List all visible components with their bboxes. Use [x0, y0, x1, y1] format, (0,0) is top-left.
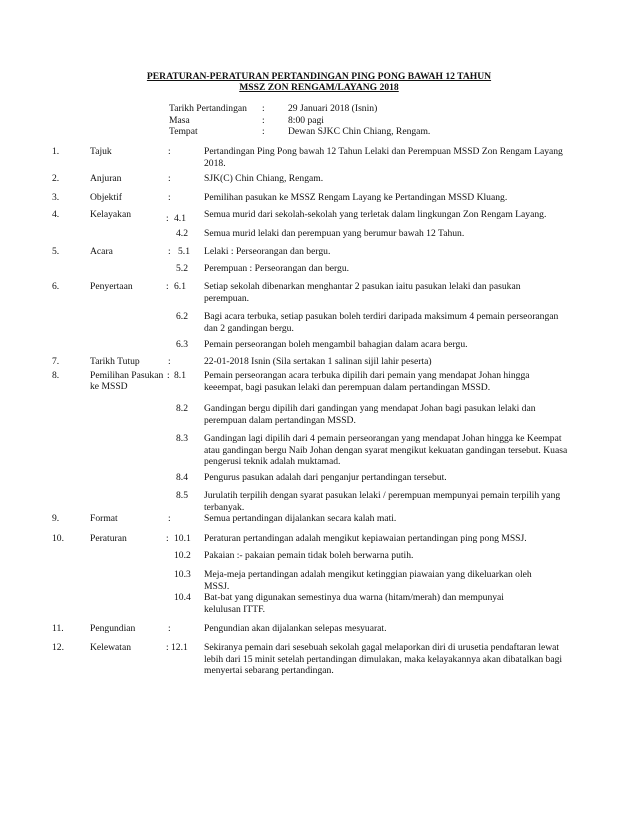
item-text: 22-01-2018 Isnin (Sila sertakan 1 salinan sijil lahir peserta): [204, 356, 432, 367]
item-colon: :: [168, 173, 171, 184]
info-label-venue: Tempat: [169, 126, 198, 137]
item-text: Bagi acara terbuka, setiap pasukan boleh terdiri daripada maksimum 4 pemain perseorangan dan 2 gandingan bergu.: [204, 311, 559, 334]
item-text: Gandingan lagi dipilih dari 4 pemain perseorangan yang mendapat Johan hingga ke Keempat atau gandingan bergu Naib Johan dengan syarat mengikut kekuatan gandingan tersebut. Kuasa pengerusi teknik adalah muktamad.: [204, 433, 568, 467]
item-colon: :: [166, 213, 169, 224]
item-text: Lelaki : Perseorangan dan bergu.: [204, 246, 331, 257]
item-colon: :: [166, 642, 169, 653]
item-label: Kelayakan: [90, 209, 132, 220]
item-number: 10.: [52, 533, 64, 544]
item-label: Kelewatan: [90, 642, 132, 653]
item-text: Pengurus pasukan adalah dari penganjur pertandingan tersebut.: [204, 472, 447, 483]
item-text: Pemain perseorangan acara terbuka dipilih dari pemain yang mendapat Johan hingga keeempat, bagi pasukan lelaki dan perempuan dalam pertandingan MSSD.: [204, 370, 530, 393]
item-number: 1.: [52, 146, 60, 157]
item-text: Pakaian :- pakaian pemain tidak boleh berwarna putih.: [204, 550, 414, 561]
info-colon-date: :: [262, 103, 265, 114]
item-colon: :: [168, 356, 171, 367]
item-text: Semua murid lelaki dan perempuan yang berumur bawah 12 Tahun.: [204, 228, 465, 239]
item-text: SJK(C) Chin Chiang, Rengam.: [204, 173, 324, 184]
info-value-time: 8:00 pagi: [288, 115, 324, 126]
item-subnumber: 4.1: [174, 213, 186, 224]
item-colon: :: [168, 623, 171, 634]
info-colon-venue: :: [262, 126, 265, 137]
item-colon: :: [166, 281, 169, 292]
item-number: 12.: [52, 642, 64, 653]
item-subnumber: 4.2: [176, 228, 188, 239]
item-text: Pengundian akan dijalankan selepas mesyuarat.: [204, 623, 387, 634]
item-subnumber: 5.1: [178, 246, 190, 257]
item-label: Pengundian: [90, 623, 136, 634]
info-colon-time: :: [262, 115, 265, 126]
item-subnumber: 8.4: [176, 472, 188, 483]
item-subnumber: 5.2: [176, 263, 188, 274]
item-text: Semua murid dari sekolah-sekolah yang terletak dalam lingkungan Zon Rengam Layang.: [204, 209, 547, 220]
item-text: Pemilihan pasukan ke MSSZ Rengam Layang ke Pertandingan MSSD Kluang.: [204, 192, 508, 203]
item-number: 9.: [52, 513, 60, 524]
info-label-time: Masa: [169, 115, 190, 126]
item-subnumber: 8.3: [176, 433, 188, 444]
item-text: Jurulatih terpilih dengan syarat pasukan lelaki / perempuan mempunyai pemain terpilih yang terbanyak.: [204, 490, 561, 513]
item-text: Pertandingan Ping Pong bawah 12 Tahun Lelaki dan Perempuan MSSD Zon Rengam Layang 2018.: [204, 146, 563, 169]
item-subnumber: 10.3: [174, 569, 191, 580]
item-text: Meja-meja pertandingan adalah mengikut ketinggian piawaian yang dikeluarkan oleh MSSJ.: [204, 569, 532, 592]
item-subnumber: 6.1: [174, 281, 186, 292]
item-colon: :: [166, 533, 169, 544]
item-number: 5.: [52, 246, 60, 257]
item-text: Gandingan bergu dipilih dari gandingan yang mendapat Johan bagi pasukan lelaki dan perempuan dalam pertandingan MSSD.: [204, 403, 536, 426]
item-subnumber: 8.1: [174, 370, 186, 381]
item-subnumber: 10.2: [174, 550, 191, 561]
document-title-line-2: MSSZ ZON RENGAM/LAYANG 2018: [239, 82, 399, 93]
item-subnumber: 12.1: [171, 642, 188, 653]
item-colon: :: [168, 146, 171, 157]
item-text: Semua pertandingan dijalankan secara kalah mati.: [204, 513, 397, 524]
item-number: 2.: [52, 173, 60, 184]
document-title-line-1: PERATURAN-PERATURAN PERTANDINGAN PING PONG BAWAH 12 TAHUN: [146, 71, 492, 82]
item-text: Bat-bat yang digunakan semestinya dua warna (hitam/merah) dan mempunyai kelulusan ITTF.: [204, 592, 504, 615]
info-label-date: Tarikh Pertandingan: [169, 103, 247, 114]
item-number: 4.: [52, 209, 60, 220]
item-subnumber: 8.5: [176, 490, 188, 501]
item-label: Acara: [90, 246, 113, 257]
item-colon: :: [168, 513, 171, 524]
item-label: Pemilihan Pasukan: [90, 370, 164, 381]
item-label-line-2: ke MSSD: [90, 381, 128, 392]
info-value-date: 29 Januari 2018 (Isnin): [288, 103, 378, 114]
item-subnumber: 10.4: [174, 592, 191, 603]
item-number: 6.: [52, 281, 60, 292]
item-label: Penyertaan: [90, 281, 133, 292]
item-label: Format: [90, 513, 118, 524]
item-label: Peraturan: [90, 533, 127, 544]
item-text: Peraturan pertandingan adalah mengikut kepiawaian pertandingan ping pong MSSJ.: [204, 533, 527, 544]
item-label: Anjuran: [90, 173, 122, 184]
item-label: Tarikh Tutup: [90, 356, 140, 367]
item-text: Setiap sekolah dibenarkan menghantar 2 pasukan iaitu pasukan lelaki dan pasukan perempuan.: [204, 281, 521, 304]
item-text: Pemain perseorangan boleh mengambil bahagian dalam acara bergu.: [204, 339, 468, 350]
item-number: 11.: [52, 623, 64, 634]
item-label: Objektif: [90, 192, 122, 203]
item-subnumber: 6.2: [176, 311, 188, 322]
item-subnumber: 10.1: [174, 533, 191, 544]
item-label: Tajuk: [90, 146, 112, 157]
item-number: 7.: [52, 356, 60, 367]
item-colon: :: [167, 370, 170, 381]
item-subnumber: 8.2: [176, 403, 188, 414]
item-number: 8.: [52, 370, 60, 381]
item-colon: :: [168, 192, 171, 203]
item-text: Perempuan : Perseorangan dan bergu.: [204, 263, 350, 274]
item-subnumber: 6.3: [176, 339, 188, 350]
item-text: Sekiranya pemain dari sesebuah sekolah gagal melaporkan diri di urusetia pendaftaran lewat lebih dari 15 minit setelah pertandingan dimulakan, maka kelayakannya akan dibatalkan bagi menyertai sebarang pertandingan.: [204, 642, 563, 676]
item-number: 3.: [52, 192, 60, 203]
item-colon: :: [168, 246, 171, 257]
info-value-venue: Dewan SJKC Chin Chiang, Rengam.: [288, 126, 431, 137]
